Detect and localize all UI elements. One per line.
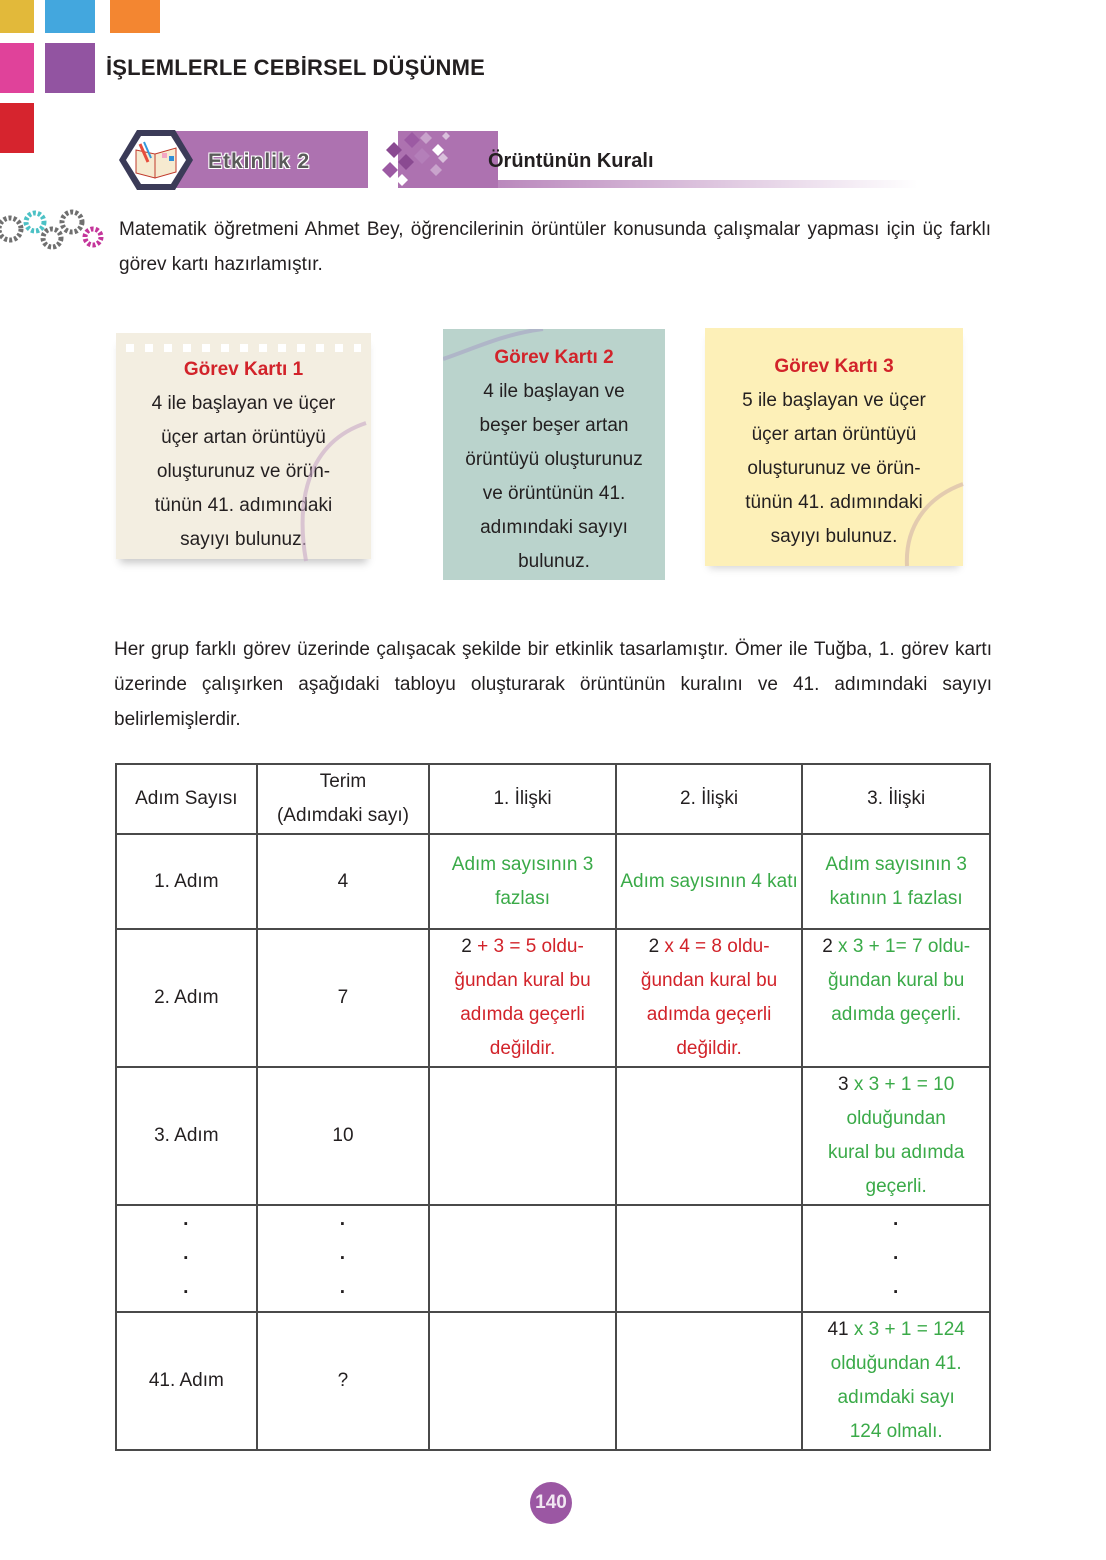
step-cell-ellipsis: · · · xyxy=(116,1205,257,1312)
step-cell: 41. Adım xyxy=(116,1312,257,1450)
term-cell: ? xyxy=(257,1312,430,1450)
relation-table xyxy=(115,763,991,1451)
card-line: 4 ile başlayan ve xyxy=(483,381,625,402)
explanation-line: değildir. xyxy=(676,1038,742,1059)
relation-2-cell xyxy=(616,1312,803,1450)
card-line: örüntüyü oluşturunuz xyxy=(465,449,643,470)
header-relation-3: 3. İlişki xyxy=(802,764,990,834)
header-term-line: Terim xyxy=(319,771,367,792)
explanation-line: 124 olmalı. xyxy=(849,1421,943,1442)
relation-1-cell xyxy=(429,1067,616,1205)
expression: + 3 = 5 oldu- xyxy=(471,936,584,957)
deco-square-red xyxy=(0,103,34,153)
intro-text: Matematik öğretmeni Ahmet Bey, öğrencilerinin örüntüler konusunda çalışmalar yapması için üç farklı görev kartı hazırlamıştır. xyxy=(119,219,991,275)
explanation-line: olduğundan 41. xyxy=(830,1353,962,1374)
deco-square-blue xyxy=(45,0,95,33)
relation-2-cell xyxy=(616,929,803,1067)
activity-title: Örüntünün Kuralı xyxy=(488,150,654,172)
explanation-line: adımdaki sayı xyxy=(837,1387,955,1408)
relation-1-cell xyxy=(429,929,616,1067)
deco-square-purple xyxy=(45,43,95,93)
explanation-line: ğundan kural bu xyxy=(828,970,965,991)
explanation-line: ğundan kural bu xyxy=(454,970,591,991)
expression: x 3 + 1 = 124 xyxy=(848,1319,965,1340)
card-line: oluşturunuz ve örün- xyxy=(747,458,921,479)
task-card-1 xyxy=(116,333,371,559)
expression: x 3 + 1 = 10 xyxy=(848,1074,955,1095)
deco-square-yellow xyxy=(0,0,34,33)
step-number: 2 xyxy=(822,936,833,957)
table-row xyxy=(116,1067,990,1205)
header-term xyxy=(257,764,430,834)
table-row xyxy=(116,929,990,1067)
explanation-line: değildir. xyxy=(489,1038,556,1059)
explanation-line: adımda geçerli. xyxy=(831,1004,962,1025)
card-title: Görev Kartı 2 xyxy=(494,347,614,368)
header-step: Adım Sayısı xyxy=(116,764,257,834)
expression: x 3 + 1= 7 oldu- xyxy=(832,936,971,957)
explanation-line: kural bu adımda xyxy=(828,1142,965,1163)
task-card-3 xyxy=(705,328,963,566)
table-row xyxy=(116,834,990,929)
card-title: Görev Kartı 1 xyxy=(183,359,304,380)
step-number: 2 xyxy=(648,936,660,957)
term-cell: 10 xyxy=(257,1067,430,1205)
activity-banner xyxy=(118,128,918,192)
card-line: 4 ile başlayan ve üçer xyxy=(151,393,336,414)
card-line: sayıyı bulunuz. xyxy=(770,526,898,547)
card-line: tünün 41. adımındaki xyxy=(745,492,923,513)
diamond-pattern-icon xyxy=(368,128,488,192)
step-number: 2 xyxy=(461,936,472,957)
card-line: üçer artan örüntüyü xyxy=(751,424,917,445)
card-perforation xyxy=(126,344,361,352)
header-relation-1: 1. İlişki xyxy=(429,764,616,834)
relation-1-cell: Adım sayısının 3 fazlası xyxy=(429,834,616,929)
relation-2-cell xyxy=(616,1205,803,1312)
term-cell: 4 xyxy=(257,834,430,929)
gears-icon xyxy=(0,205,110,255)
relation-1-cell xyxy=(429,1312,616,1450)
step-cell: 1. Adım xyxy=(116,834,257,929)
card-line: ve örüntünün 41. xyxy=(482,483,626,504)
step-cell: 3. Adım xyxy=(116,1067,257,1205)
table-row-ellipsis xyxy=(116,1205,990,1312)
table-row xyxy=(116,1312,990,1450)
step-number: 41 xyxy=(827,1319,849,1340)
relation-3-cell xyxy=(802,1067,990,1205)
card-line: sayıyı bulunuz. xyxy=(180,529,307,550)
explanation-line: adımda geçerli xyxy=(460,1004,585,1025)
relation-2-cell xyxy=(616,1067,803,1205)
card-line: oluşturunuz ve örün- xyxy=(156,461,331,482)
card-line: bulunuz. xyxy=(518,551,590,572)
page-number-badge: 140 xyxy=(530,1482,572,1524)
relation-3-cell xyxy=(802,929,990,1067)
deco-square-pink xyxy=(0,43,34,93)
unit-title: İŞLEMLERLE CEBİRSEL DÜŞÜNME xyxy=(106,55,486,80)
task-card-2 xyxy=(443,329,665,580)
explanation-line: olduğundan xyxy=(846,1108,946,1129)
card-line: adımındaki sayıyı xyxy=(480,517,628,538)
relation-3-cell: Adım sayısının 3 katının 1 fazlası xyxy=(802,834,990,929)
table-header-row xyxy=(116,764,990,834)
relation-3-cell-ellipsis: · · · xyxy=(802,1205,990,1312)
open-book-icon xyxy=(118,128,194,192)
header-relation-2: 2. İlişki xyxy=(616,764,803,834)
term-cell-ellipsis: · · · xyxy=(257,1205,430,1312)
relation-2-cell: Adım sayısının 4 katı xyxy=(616,834,803,929)
step-cell: 2. Adım xyxy=(116,929,257,1067)
deco-square-orange xyxy=(110,0,160,33)
relation-3-cell xyxy=(802,1312,990,1450)
explanation-line: adımda geçerli xyxy=(646,1004,772,1025)
activity-label: Etkinlik 2 xyxy=(208,150,311,173)
expression: x 4 = 8 oldu- xyxy=(659,936,770,957)
description-paragraph: Her grup farklı görev üzerinde çalışacak şekilde bir etkinlik tasarlamıştır. Ömer ile Tuğba, 1. görev kartı üzerinde çalışırken aşağıdaki tabloyu oluşturarak örüntünün kuralını ve 41. adımındaki sayıyı belirlemişlerdir. xyxy=(114,639,992,730)
explanation-line: ğundan kural bu xyxy=(640,970,778,991)
explanation-line: geçerli. xyxy=(865,1176,927,1197)
step-number: 3 xyxy=(838,1074,849,1095)
relation-1-cell xyxy=(429,1205,616,1312)
term-cell: 7 xyxy=(257,929,430,1067)
card-title: Görev Kartı 3 xyxy=(774,356,894,377)
card-line: 5 ile başlayan ve üçer xyxy=(742,390,926,411)
card-line: üçer artan örüntüyü xyxy=(161,427,326,448)
header-term-line: (Adımdaki sayı) xyxy=(276,805,409,826)
card-line: tünün 41. adımındaki xyxy=(154,495,333,516)
card-line: beşer beşer artan xyxy=(479,415,629,436)
